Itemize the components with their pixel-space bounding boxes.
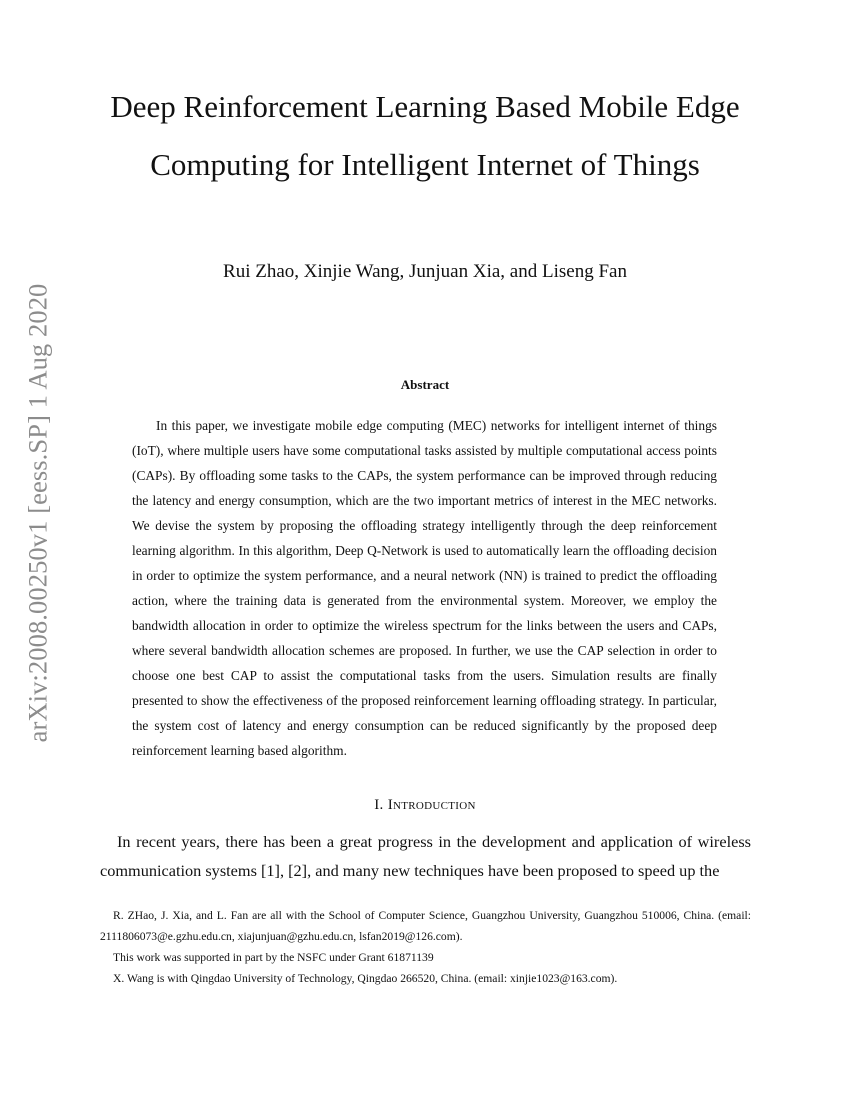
section-title: Introduction	[387, 797, 476, 813]
author-list: Rui Zhao, Xinjie Wang, Junjuan Xia, and Liseng Fan	[223, 261, 627, 282]
abstract-heading: Abstract	[400, 377, 450, 392]
footnotes	[100, 905, 751, 989]
section-number: I.	[374, 797, 384, 813]
footnote-funding: This work was supported in part by the NSFC under Grant 61871139	[113, 951, 434, 964]
paper-title: Deep Reinforcement Learning Based Mobile Edge Computing for Intelligent Internet of Things	[110, 89, 740, 182]
footnote-affiliation: R. ZHao, J. Xia, and L. Fan are all with the School of Computer Science, Guangzhou University, Guangzhou 510006, China. (email: 2111806073@e.gzhu.edu.cn, xiajunjuan@gzhu.edu.cn, lsfan2019@126.com).	[100, 909, 751, 943]
footnote-affiliation-wang: X. Wang is with Qingdao University of Technology, Qingdao 266520, China. (email: xinjie1023@163.com).	[113, 972, 618, 985]
introduction-paragraph: In recent years, there has been a great progress in the development and application of wireless communication systems [1], [2], and many new techniques have been proposed to speed up the	[100, 832, 751, 880]
abstract-body: In this paper, we investigate mobile edge computing (MEC) networks for intelligent internet of things (IoT), where multiple users have some computational tasks assisted by multiple computational access points (CAPs). By offloading some tasks to the CAPs, the system performance can be improved through reducing the latency and energy consumption, which are the two important metrics of interest in the MEC networks. We devise the system by proposing the offloading strategy intelligently through the deep reinforcement learning algorithm. In this algorithm, Deep Q-Network is used to automatically learn the offloading decision in order to optimize the system performance, and a neural network (NN) is trained to predict the offloading action, where the training data is generated from the environmental system. Moreover, we employ the bandwidth allocation in order to optimize the wireless spectrum for the links between the users and CAPs, where several bandwidth allocation schemes are proposed. In further, we use the CAP selection in order to choose one best CAP to assist the computational tasks from the users. Simulation results are finally presented to show the effectiveness of the proposed reinforcement learning offloading strategy. In particular, the system cost of latency and energy consumption can be reduced significantly by the proposed deep reinforcement learning based algorithm.	[132, 418, 717, 758]
section-heading-introduction	[100, 795, 750, 815]
arxiv-identifier: arXiv:2008.00250v1 [eess.SP] 1 Aug 2020	[22, 283, 53, 742]
arxiv-sidebar-stamp	[14, 265, 62, 760]
